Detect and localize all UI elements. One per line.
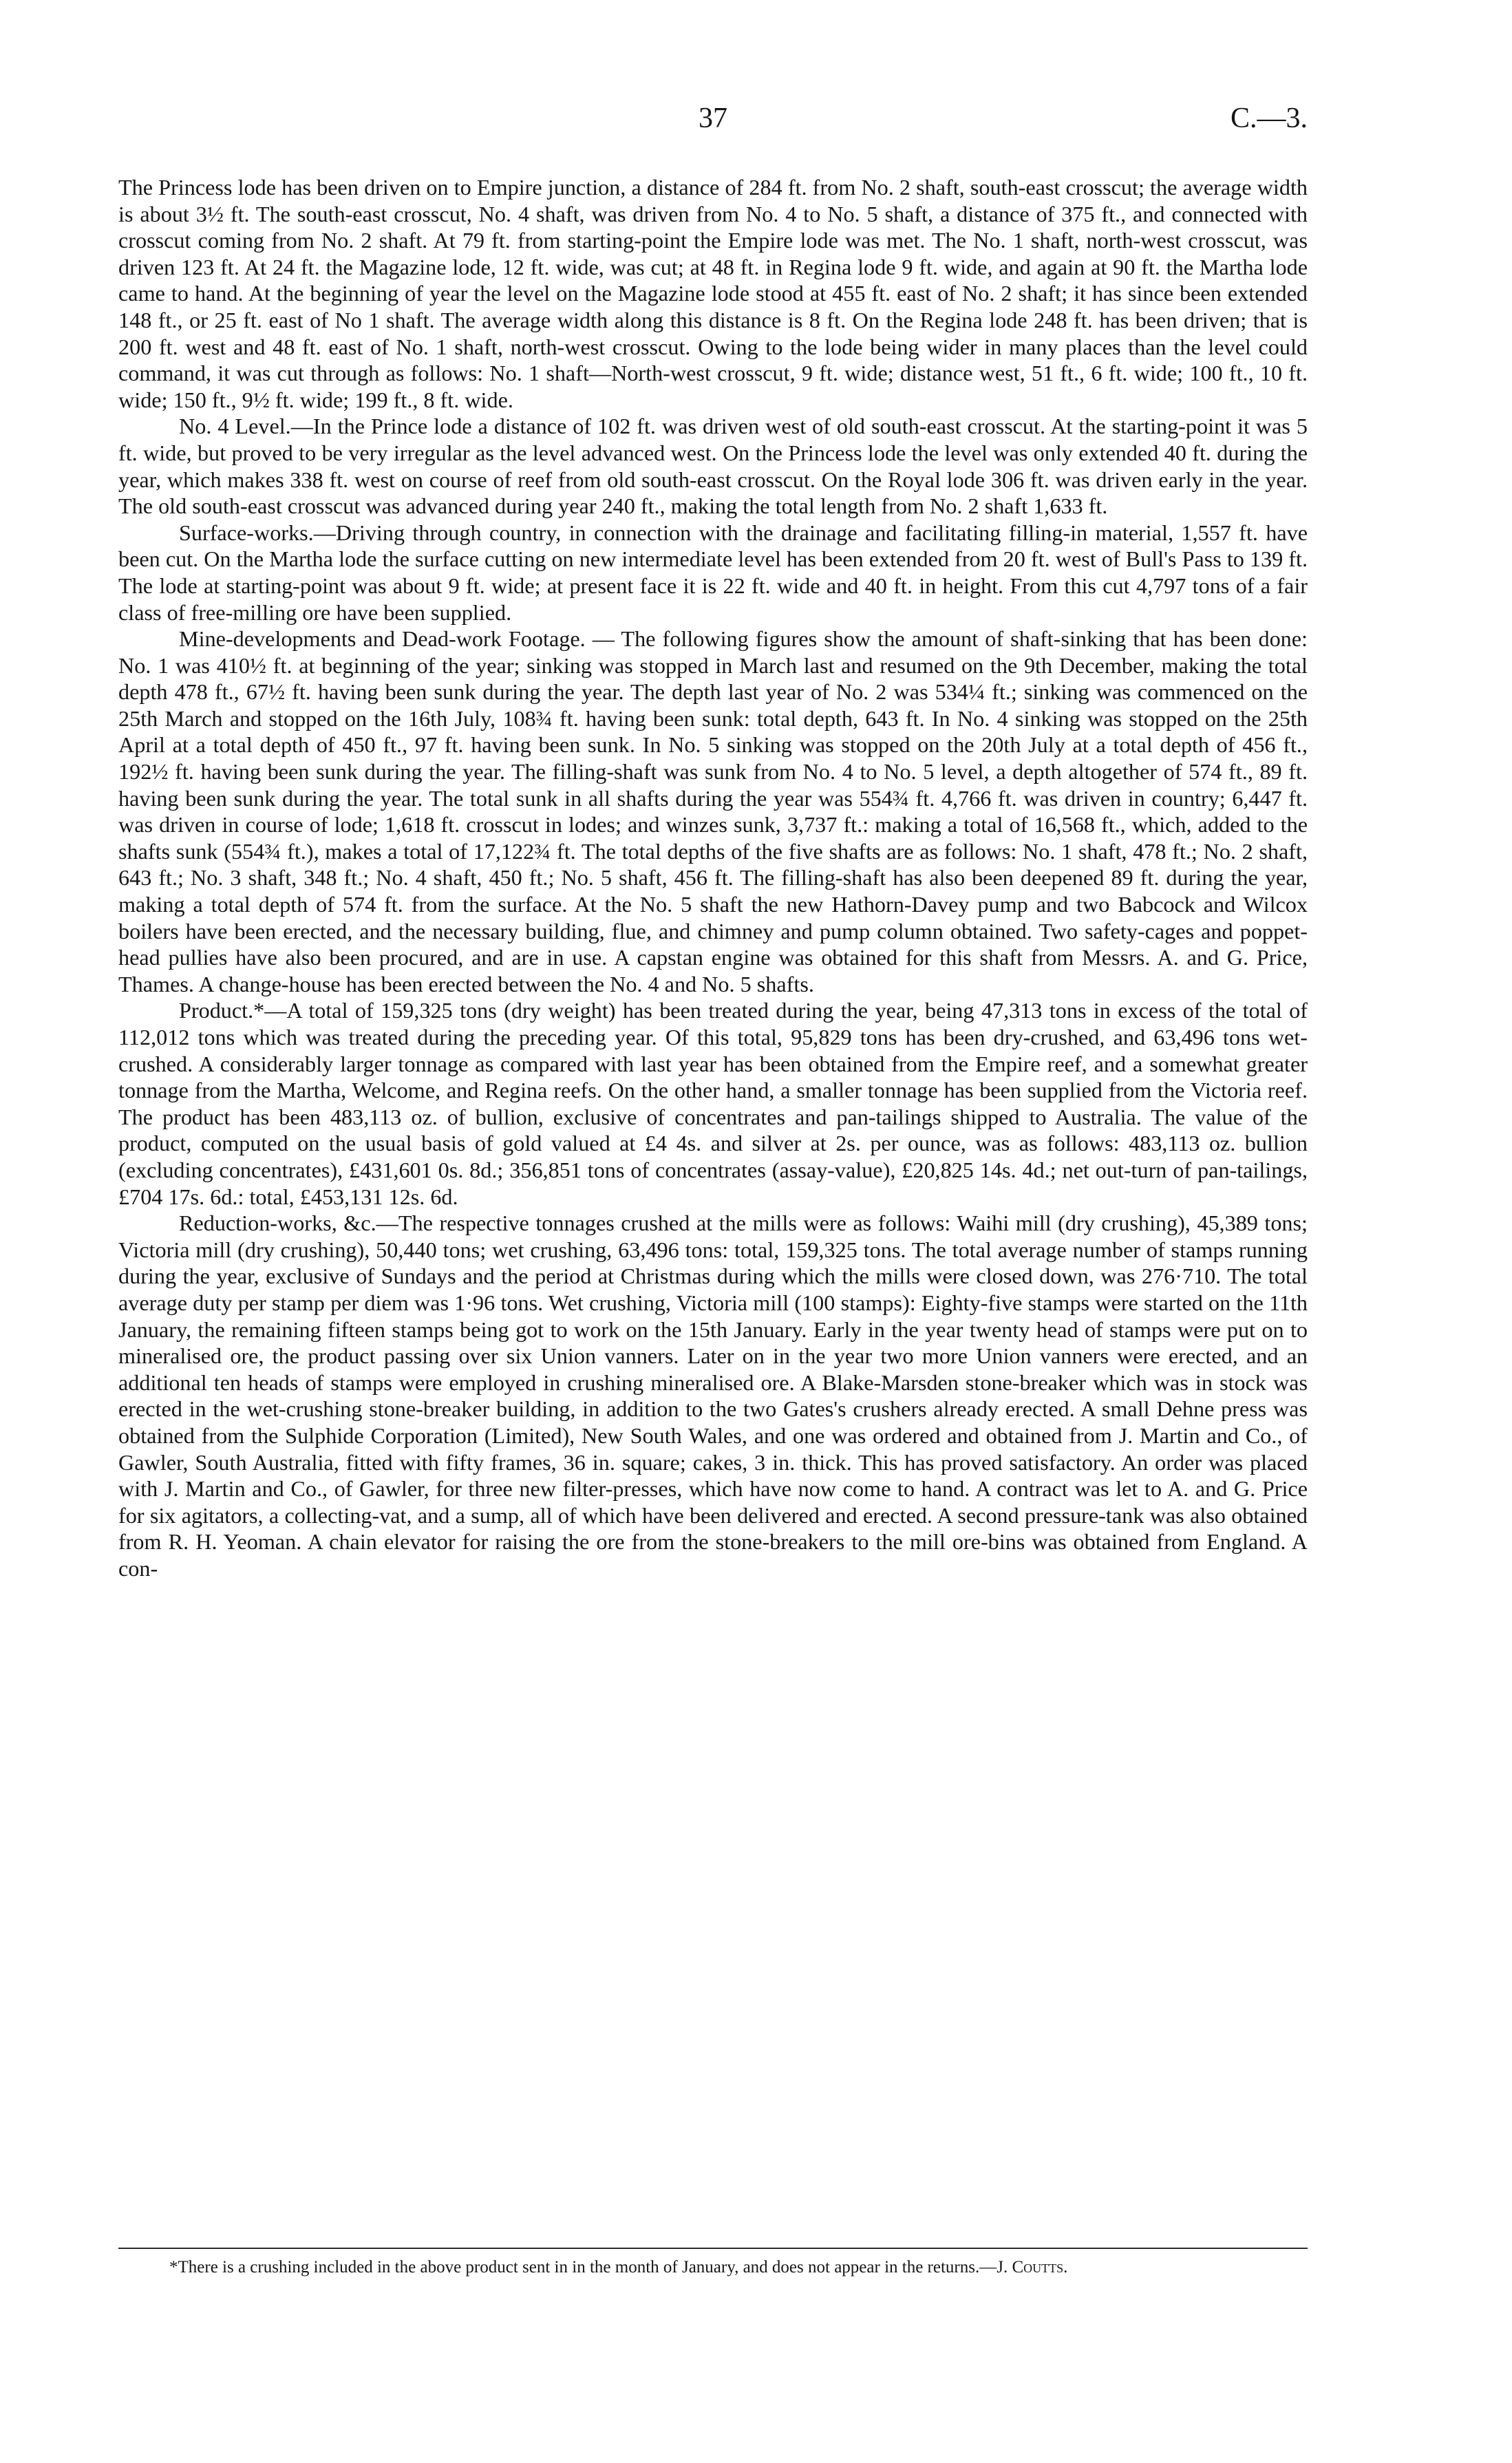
report-body (118, 174, 1308, 1581)
paragraph-surface-works: Surface-works.—Driving through country, in connection with the drainage and facilitating filling-in material, 1,557 ft. have been cut. On the Martha lode the surface cutting on new intermediate level has been extended from 20 ft. west of Bull's Pass to 139 ft. The lode at starting-point was about 9 ft. wide; at present face it is 22 ft. wide and 40 ft. in height. From this cut 4,797 tons of a fair class of free-milling ore have been supplied. (118, 520, 1308, 625)
paragraph-mine-developments: Mine-developments and Dead-work Footage. — The following figures show the amount of shaft-sinking that has been done: No. 1 was 410½ ft. at beginning of the year; sinking was stopped in March last and resumed on the 9th December, making the total depth 478 ft., 67½ ft. having been sunk during the year. The depth last year of No. 2 was 534¼ ft.; sinking was commenced on the 25th March and stopped on the 16th July, 108¾ ft. having been sunk: total depth, 643 ft. In No. 4 sinking was stopped on the 25th April at a total depth of 450 ft., 97 ft. having been sunk. In No. 5 sinking was stopped on the 20th July at a total depth of 456 ft., 192½ ft. having been sunk during the year. The filling-shaft was sunk from No. 4 to No. 5 level, a depth altogether of 574 ft., 89 ft. having been sunk during the year. The total sunk in all shafts during the year was 554¾ ft. 4,766 ft. was driven in country; 6,447 ft. was driven in course of lode; 1,618 ft. crosscut in lodes; and winzes sunk, 3,737 ft.: making a total of 16,568 ft., which, added to the shafts sunk (554¾ ft.), makes a total of 17,122¾ ft. The total depths of the five shafts are as follows: No. 1 shaft, 478 ft.; No. 2 shaft, 643 ft.; No. 3 shaft, 348 ft.; No. 4 shaft, 450 ft.; No. 5 shaft, 456 ft. The filling-shaft has also been deepened 89 ft. during the year, making a total depth of 574 ft. from the surface. At the No. 5 shaft the new Hathorn-Davey pump and two Babcock and Wilcox boilers have been erected, and the necessary building, flue, and chimney and pump column obtained. Two safety-cages and poppet-head pullies have also been procured, and are in use. A capstan engine was obtained for this shaft from Messrs. A. and G. Price, Thames. A change-house has been erected between the No. 4 and No. 5 shafts. (118, 626, 1308, 996)
paragraph-product: Product.*—A total of 159,325 tons (dry weight) has been treated during the year, being 47,313 tons in excess of the total of 112,012 tons which was treated during the preceding year. Of this total, 95,829 tons has been dry-crushed, and 63,496 tons wet-crushed. A considerably larger tonnage as compared with last year has been obtained from the Empire reef, and a somewhat greater tonnage from the Martha, Welcome, and Regina reefs. On the other hand, a smaller tonnage has been supplied from the Victoria reef. The product has been 483,113 oz. of bullion, exclusive of concentrates and pan-tailings shipped to Australia. The value of the product, computed on the usual basis of gold valued at £4 4s. and silver at 2s. per ounce, was as follows: 483,113 oz. bullion (excluding concentrates), £431,601 0s. 8d.; 356,851 tons of concentrates (assay-value), £20,825 14s. 4d.; net out-turn of pan-tailings, £704 17s. 6d.: total, £453,131 12s. 6d. (118, 998, 1308, 1209)
footnote-text: *There is a crushing included in the above product sent in in the month of January, and does not appear in the returns.— (169, 2258, 997, 2277)
document-reference: C.—3. (1230, 103, 1308, 134)
footnote (118, 2257, 1308, 2279)
paragraph-no4-level: No. 4 Level.—In the Prince lode a distance of 102 ft. was driven west of old south-east crosscut. At the starting-point it was 5 ft. wide, but proved to be very irregular as the level advanced west. On the Princess lode the level was only extended 40 ft. during the year, which makes 338 ft. west on course of reef from old south-east crosscut. On the Royal lode 306 ft. was driven early in the year. The old south-east crosscut was advanced during year 240 ft., making the total length from No. 2 shaft 1,633 ft. (118, 414, 1308, 519)
paragraph-princess-lode: The Princess lode has been driven on to Empire junction, a distance of 284 ft. from No. 2 shaft, south-east crosscut; the average width is about 3½ ft. The south-east crosscut, No. 4 shaft, was driven from No. 4 to No. 5 shaft, a distance of 375 ft., and connected with crosscut coming from No. 2 shaft. At 79 ft. from starting-point the Empire lode was met. The No. 1 shaft, north-west crosscut, was driven 123 ft. At 24 ft. the Magazine lode, 12 ft. wide, was cut; at 48 ft. in Regina lode 9 ft. wide, and again at 90 ft. the Martha lode came to hand. At the beginning of year the level on the Magazine lode stood at 455 ft. east of No. 2 shaft; it has since been extended 148 ft., or 25 ft. east of No 1 shaft. The average width along this distance is 8 ft. On the Regina lode 248 ft. has been driven; that is 200 ft. west and 48 ft. east of No. 1 shaft, north-west crosscut. Owing to the lode being wider in many places than the level could command, it was cut through as follows: No. 1 shaft—North-west crosscut, 9 ft. wide; distance west, 51 ft., 6 ft. wide; 100 ft., 10 ft. wide; 150 ft., 9½ ft. wide; 199 ft., 8 ft. wide. (118, 175, 1308, 412)
paragraph-reduction-works: Reduction-works, &c.—The respective tonnages crushed at the mills were as follows: Waihi mill (dry crushing), 45,389 tons; Victoria mill (dry crushing), 50,440 tons; wet crushing, 63,496 tons: total, 159,325 tons. The total average number of stamps running during the year, exclusive of Sundays and the period at Christmas during which the mills were closed down, was 276·710. The total average duty per stamp per diem was 1·96 tons. Wet crushing, Victoria mill (100 stamps): Eighty-five stamps were started on the 11th January, the remaining fifteen stamps being got to work on the 15th January. Early in the year twenty head of stamps were put on to mineralised ore, the product passing over six Union vanners. Later on in the year two more Union vanners were erected, and an additional ten heads of stamps were employed in crushing mineralised ore. A Blake-Marsden stone-breaker which was in stock was erected in the wet-crushing stone-breaker building, in addition to the two Gates's crushers already erected. A small Dehne press was obtained from the Sulphide Corporation (Limited), New South Wales, and one was ordered and obtained from J. Martin and Co., of Gawler, South Australia, fitted with fifty frames, 36 in. square; cakes, 3 in. thick. This has proved satisfactory. An order was placed with J. Martin and Co., of Gawler, for three new filter-presses, which have now come to hand. A contract was let to A. and G. Price for six agitators, a collecting-vat, and a sump, all of which have been delivered and erected. A second pressure-tank was also obtained from R. H. Yeoman. A chain elevator for raising the ore from the stone-breakers to the mill ore-bins was obtained from England. A con- (118, 1211, 1308, 1581)
page-header (118, 102, 1308, 143)
footnote-divider (118, 2248, 1308, 2249)
footnote-signature: J. Coutts. (997, 2258, 1068, 2277)
page-number: 37 (699, 103, 727, 134)
